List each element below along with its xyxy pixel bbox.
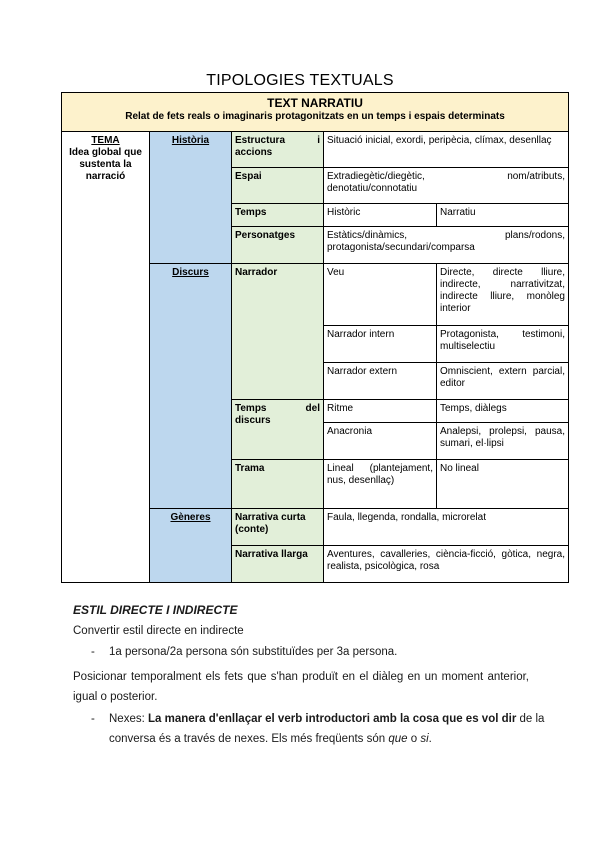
row-value: Faula, llegenda, rondalla, microrelat <box>324 509 569 546</box>
narrador-cell: Narrador <box>232 264 324 400</box>
discurs-label: Discurs <box>172 267 209 278</box>
row-value-b: Narratiu <box>437 204 569 227</box>
header-subtitle: Relat de fets reals o imaginaris protagonitzats en un temps i espais determinats <box>125 111 505 122</box>
bullet-dash: - <box>91 713 95 725</box>
generes-label: Gèneres <box>170 512 211 523</box>
row-value-a: Anacronia <box>324 423 437 460</box>
section-title: ESTIL DIRECTE I INDIRECTE <box>73 603 238 617</box>
row-name: Estructura i accions <box>232 132 324 168</box>
tema-label: TEMA <box>91 135 120 146</box>
bullet-bold-text: La manera d'enllaçar el verb introductori amb la cosa que es vol dir <box>148 713 517 725</box>
temps-discurs-cell: Temps del discurs <box>232 400 324 460</box>
table-header-row <box>62 93 569 132</box>
bullet-prefix: Nexes: <box>109 713 148 725</box>
bullet-end: . <box>428 733 432 745</box>
row-value-b: Omniscient, extern parcial, editor <box>437 363 569 400</box>
row-value-a: Ritme <box>324 400 437 423</box>
narrative-table <box>61 92 569 583</box>
historia-cell <box>150 132 232 264</box>
page-title: TIPOLOGIES TEXTUALS <box>206 72 394 89</box>
row-value-b: No lineal <box>437 460 569 509</box>
row-value-b: Temps, diàlegs <box>437 400 569 423</box>
bullet-que: que <box>388 733 408 745</box>
bullet-item <box>73 709 565 749</box>
row-value-b: Analepsi, prolepsi, pausa, sumari, el·lipsi <box>437 423 569 460</box>
bullet-si: si <box>420 733 429 745</box>
trama-cell: Trama <box>232 460 324 509</box>
row-value-b: Protagonista, testimoni, multiselectiu <box>437 326 569 363</box>
row-value-a: Lineal (plantejament, nus, desenllaç) <box>324 460 437 509</box>
tema-description: Idea global que sustenta la narració <box>69 147 142 182</box>
row-value: Aventures, cavalleries, ciència-ficció, gòtica, negra, realista, psicològica, rosa <box>324 546 569 583</box>
row-value-a: Narrador extern <box>324 363 437 400</box>
discurs-cell <box>150 264 232 509</box>
row-name: Espai <box>232 168 324 204</box>
row-name: Narrativa llarga <box>232 546 324 583</box>
row-name: Narrativa curta (conte) <box>232 509 324 546</box>
bullet-o: o <box>407 733 421 745</box>
row-value-a: Històric <box>324 204 437 227</box>
row-name: Temps <box>232 204 324 227</box>
paragraph: Posicionar temporalment els fets que s'han produït en el diàleg en un moment anterior, igual o posterior. <box>73 671 529 703</box>
generes-cell <box>150 509 232 583</box>
row-value: Estàtics/dinàmics, plans/rodons, protagonista/secundari/comparsa <box>324 227 569 264</box>
bullet-mid-text: de la conversa és a través de nexes. Els més freqüents són <box>109 713 545 745</box>
row-value-a: Veu <box>324 264 437 326</box>
historia-label: Història <box>171 135 210 146</box>
row-value: Extradiegètic/diegètic, nom/atributs, denotatiu/connotatiu <box>324 168 569 204</box>
header-title: TEXT NARRATIU <box>267 96 363 110</box>
row-value-b: Directe, directe lliure, indirecte, narrativitzat, indirecte lliure, monòleg interior <box>437 264 569 326</box>
table-header <box>62 93 569 132</box>
row-name: Personatges <box>232 227 324 264</box>
bullet-text: 1a persona/2a persona són substituïdes per 3a persona. <box>109 646 398 658</box>
row-value-a: Narrador intern <box>324 326 437 363</box>
bullet-dash: - <box>91 646 95 658</box>
table-row <box>62 132 569 168</box>
bullet-item <box>73 646 565 658</box>
intro-text: Convertir estil directe en indirecte <box>73 625 244 637</box>
tema-cell <box>62 132 150 583</box>
row-value: Situació inicial, exordi, peripècia, clímax, desenllaç <box>324 132 569 168</box>
